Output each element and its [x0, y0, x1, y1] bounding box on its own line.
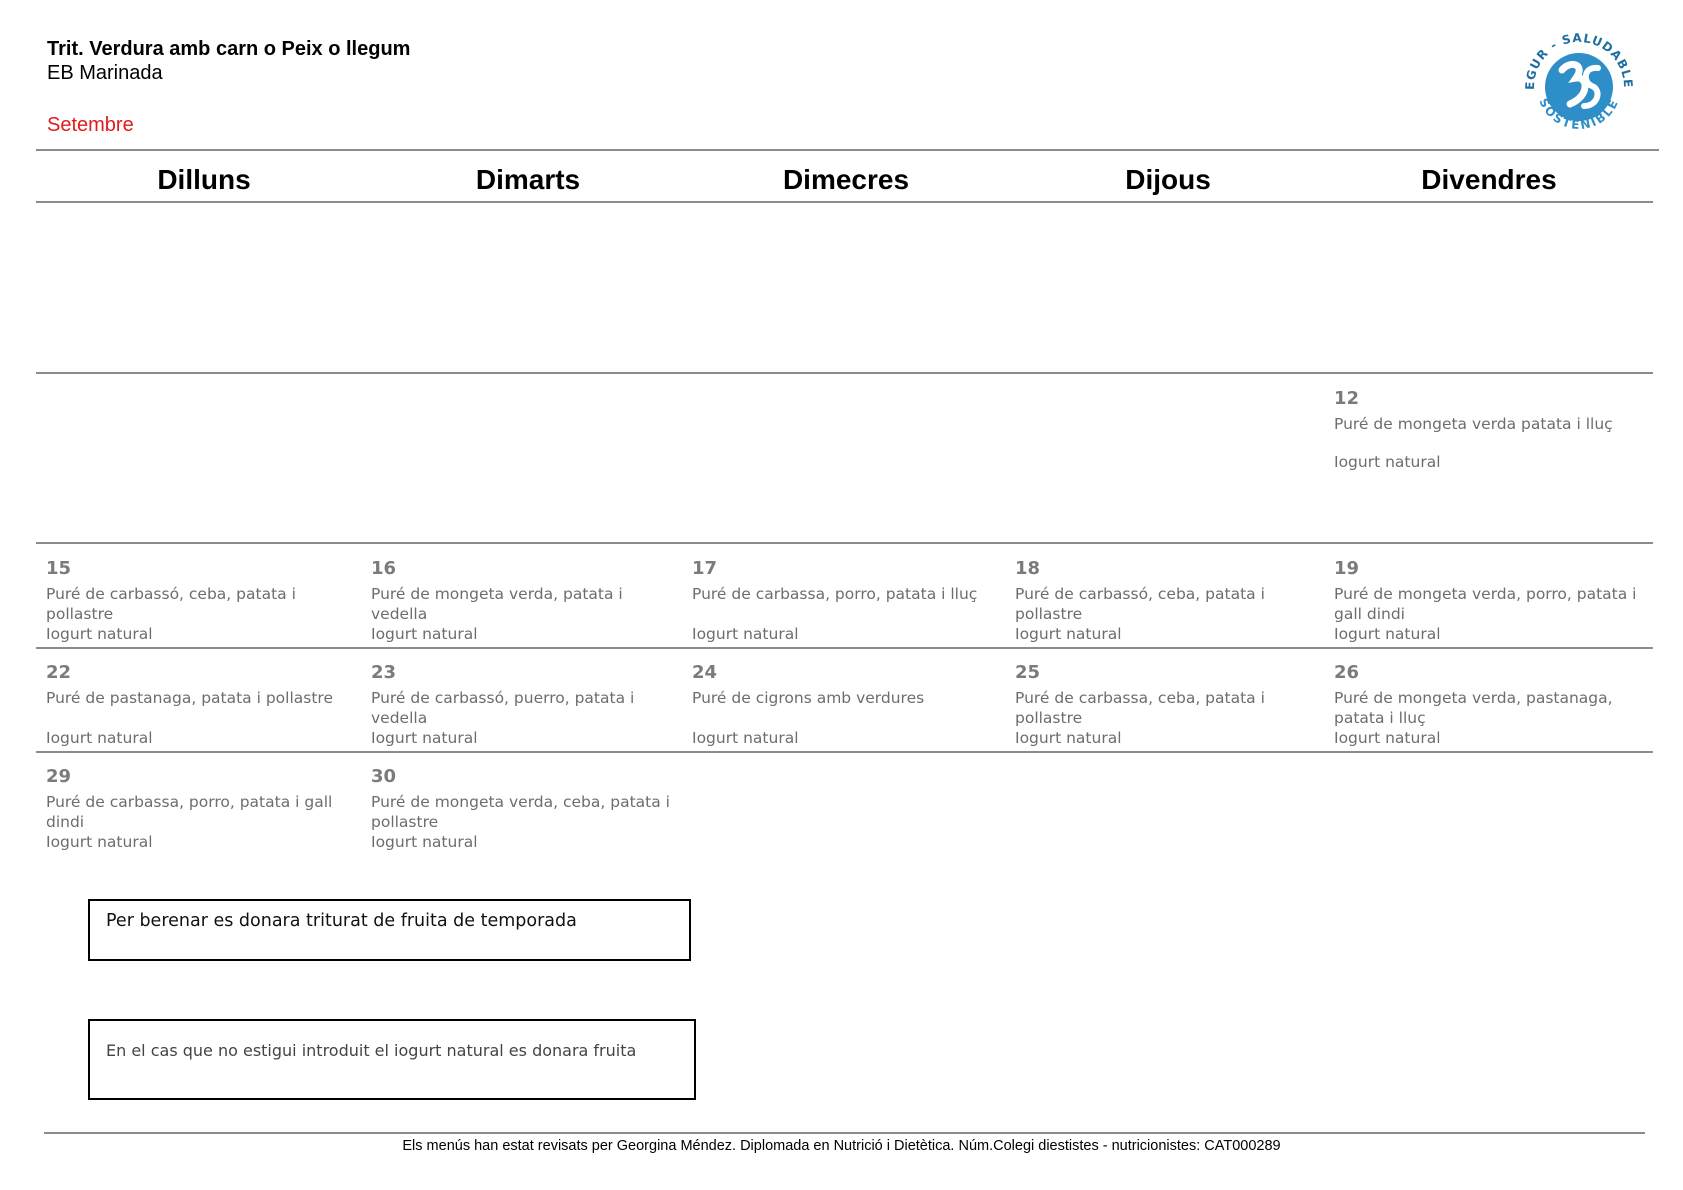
snack-note: Per berenar es donara triturat de fruita de temporada — [106, 911, 577, 931]
day-cell — [1334, 662, 1644, 748]
header-top-rule — [36, 149, 1659, 151]
day-cell — [46, 662, 356, 748]
menu-title: Trit. Verdura amb carn o Peix o llegum — [47, 38, 411, 60]
weekday-tuesday: Dimarts — [475, 164, 581, 195]
day-number: 15 — [46, 558, 72, 579]
week-row-divider — [36, 542, 1653, 544]
dish-text: Puré de mongeta verda, porro, patata i gall dindi — [1334, 585, 1637, 623]
dessert-text: Iogurt natural — [46, 729, 153, 747]
month-label: Setembre — [47, 114, 134, 136]
weekday-monday: Dilluns — [157, 164, 251, 195]
svg-text:SEGUR - SALUDABLE -: EGUR - SALUDABLE — [1522, 30, 1636, 91]
school-name: EB Marinada — [47, 62, 163, 84]
day-cell — [46, 558, 356, 644]
day-number: 29 — [46, 766, 72, 787]
yogurt-note: En el cas que no estigui introduit el iogurt natural es donara fruita — [106, 1041, 637, 1060]
week-row-divider — [36, 647, 1653, 649]
day-cell — [1334, 558, 1644, 644]
dish-text: Puré de carbassa, porro, patata i lluç — [692, 585, 978, 603]
weekday-friday: Divendres — [1421, 164, 1557, 195]
day-number: 19 — [1334, 558, 1360, 579]
dessert-text: Iogurt natural — [1015, 729, 1122, 747]
day-cell — [1015, 558, 1325, 644]
dish-text: Puré de carbassa, porro, patata i gall dindi — [46, 793, 333, 831]
segur-saludable-sostenible-logo — [1518, 26, 1640, 148]
dessert-text: Iogurt natural — [371, 729, 478, 747]
svg-text:SOSTENIBLE: SOSTENIBLE — [1536, 96, 1622, 133]
day-number: 23 — [371, 662, 397, 683]
day-number: 17 — [692, 558, 718, 579]
day-number: 22 — [46, 662, 72, 683]
dessert-text: Iogurt natural — [46, 625, 153, 643]
dessert-text: Iogurt natural — [1334, 729, 1441, 747]
dessert-text: Iogurt natural — [371, 625, 478, 643]
dessert-text: Iogurt natural — [1015, 625, 1122, 643]
day-number: 18 — [1015, 558, 1041, 579]
dessert-text: Iogurt natural — [1334, 453, 1441, 471]
dish-text: Puré de pastanaga, patata i pollastre — [46, 689, 333, 707]
dish-text: Puré de cigrons amb verdures — [692, 689, 925, 707]
dessert-text: Iogurt natural — [46, 833, 153, 851]
week-row-divider — [36, 372, 1653, 374]
day-number: 30 — [371, 766, 397, 787]
yogurt-note-box — [88, 1019, 696, 1100]
weekday-wednesday: Dimecres — [782, 164, 910, 195]
dish-text: Puré de carbassó, puerro, patata i vedella — [371, 689, 635, 727]
dessert-text: Iogurt natural — [692, 729, 799, 747]
day-cell — [371, 766, 681, 852]
dessert-text: Iogurt natural — [371, 833, 478, 851]
week-row-divider — [36, 751, 1653, 753]
snack-note-box — [88, 899, 691, 961]
dish-text: Puré de mongeta verda, pastanaga, patata i lluç — [1334, 689, 1613, 727]
dish-text: Puré de mongeta verda, ceba, patata i pollastre — [371, 793, 670, 831]
day-cell — [46, 766, 356, 852]
day-cell — [692, 662, 1002, 748]
dish-text: Puré de carbassó, ceba, patata i pollastre — [1015, 585, 1265, 623]
day-cell — [371, 662, 681, 748]
day-number: 26 — [1334, 662, 1360, 683]
dish-text: Puré de carbassó, ceba, patata i pollastre — [46, 585, 296, 623]
day-number: 16 — [371, 558, 397, 579]
day-number: 24 — [692, 662, 718, 683]
weekday-thursday: Dijous — [1125, 164, 1211, 195]
day-number: 25 — [1015, 662, 1041, 683]
weekday-bottom-rule — [36, 201, 1653, 203]
day-cell — [371, 558, 681, 644]
day-number: 12 — [1334, 388, 1360, 409]
dessert-text: Iogurt natural — [1334, 625, 1441, 643]
day-cell — [692, 558, 1002, 644]
dish-text: Puré de carbassa, ceba, patata i pollastre — [1015, 689, 1265, 727]
day-cell — [1334, 388, 1644, 472]
dish-text: Puré de mongeta verda patata i lluç — [1334, 415, 1613, 432]
footer-credit: Els menús han estat revisats per Georgina Méndez. Diplomada en Nutrició i Dietètica. Núm.Colegi diestistes - nutricionistes: CAT000289 — [402, 1138, 1281, 1154]
dish-text: Puré de mongeta verda, patata i vedella — [371, 585, 623, 623]
day-cell — [1015, 662, 1325, 748]
dessert-text: Iogurt natural — [692, 625, 799, 643]
footer-rule — [44, 1132, 1645, 1134]
